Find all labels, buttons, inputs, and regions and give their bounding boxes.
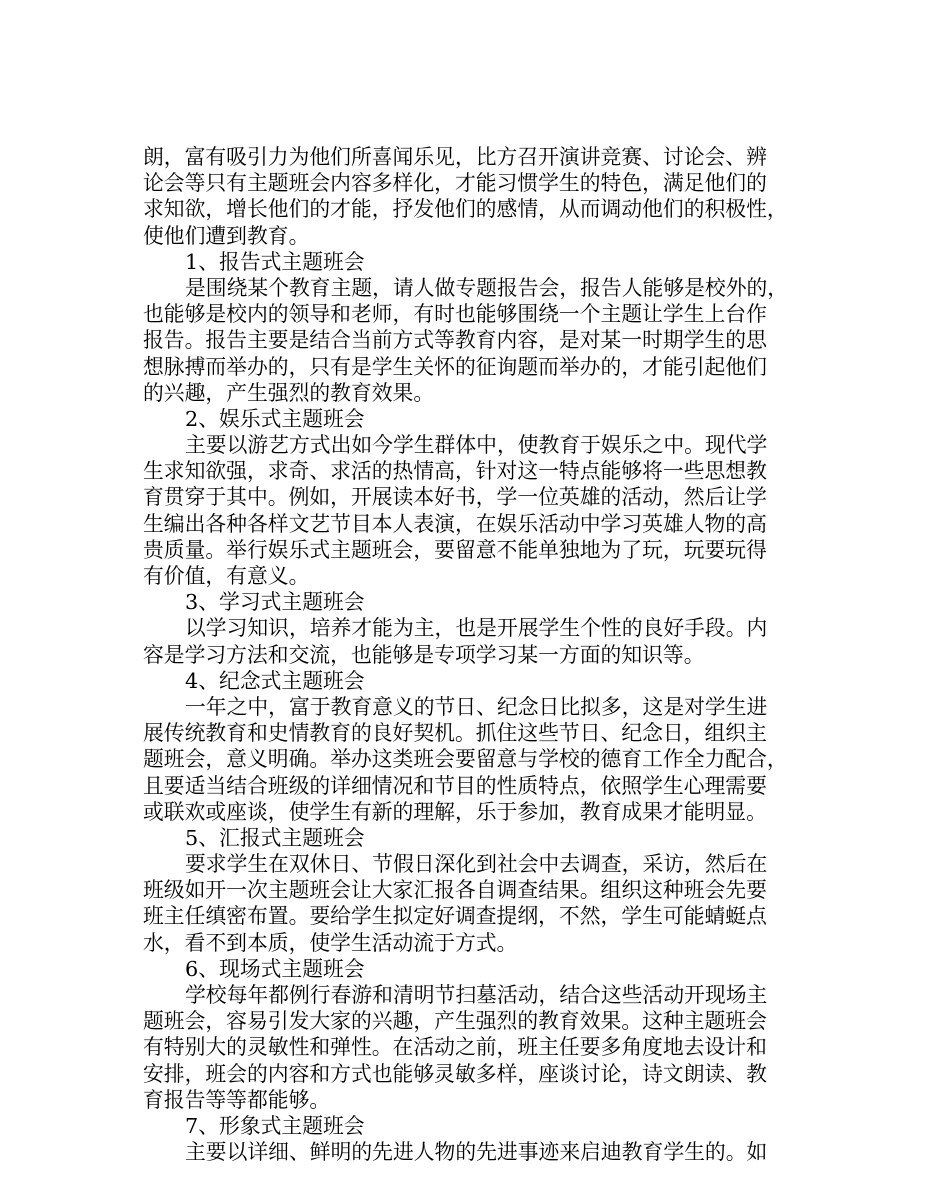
- text-line: 有价值，有意义。: [143, 564, 310, 588]
- text-line: 班主任缜密布置。要给学生拟定好调查提纲，不然，学生可能蜻蜓点: [143, 904, 767, 929]
- text-line: 或联欢或座谈，使学生有新的理解，乐于参加，教育成果才能明显。: [143, 799, 767, 824]
- section-heading: 3、学习式主题班会: [185, 590, 365, 615]
- text-line: 水，看不到本质，使学生活动流于方式。: [143, 930, 518, 955]
- text-line: 学校每年都例行春游和清明节扫墓活动，结合这些活动开现场主: [185, 983, 768, 1007]
- text-line: 贵质量。举行娱乐式主题班会，要留意不能单独地为了玩，玩要玩得: [143, 537, 767, 562]
- section-heading: 2、娱乐式主题班会: [185, 406, 365, 431]
- text-line: 想脉搏而举办的，只有是学生关怀的征询题而举办的，才能引起他们: [143, 354, 767, 379]
- text-line: 有特别大的灵敏性和弹性。在活动之前，班主任要多角度地去设计和: [143, 1035, 767, 1060]
- text-line: 要求学生在双休日、节假日深化到社会中去调查，采访，然后在: [185, 852, 768, 877]
- text-line: 论会等只有主题班会内容多样化，才能习惯学生的特色，满足他们的: [143, 171, 767, 196]
- text-line: 报告。报告主要是结合当前方式等教育内容，是对某一时期学生的思: [143, 328, 767, 353]
- text-line: 生求知欲强，求奇、求活的热情高，针对这一特点能够将一些思想教: [143, 459, 767, 484]
- section-heading: 4、纪念式主题班会: [185, 668, 365, 693]
- text-line: 主要以详细、鲜明的先进人物的先进事迹来启迪教育学生的。如: [185, 1140, 768, 1165]
- text-line: 题班会，容易引发大家的兴趣，产生强烈的教育效果。这种主题班会: [143, 1009, 767, 1034]
- text-line: 使他们遭到教育。: [143, 223, 310, 248]
- text-line: 安排，班会的内容和方式也能够灵敏多样，座谈讨论，诗文朗读、教: [143, 1061, 767, 1086]
- text-line: 题班会，意义明确。举办这类班会要留意与学校的德育工作全力配合，: [143, 747, 788, 772]
- text-line: 班级如开一次主题班会让大家汇报各自调查结果。组织这种班会先要: [143, 878, 767, 903]
- text-line: 也能够是校内的领导和老师，有时也能够围绕一个主题让学生上台作: [143, 302, 767, 327]
- section-heading: 1、报告式主题班会: [185, 249, 365, 274]
- text-line: 朗，富有吸引力为他们所喜闻乐见，比方召开演讲竞赛、讨论会、辨: [143, 145, 767, 169]
- text-line: 展传统教育和史情教育的良好契机。抓住这些节日、纪念日，组织主: [143, 721, 767, 746]
- text-line: 且要适当结合班级的详细情况和节目的性质特点，依照学生心理需要: [143, 773, 767, 798]
- text-line: 一年之中，富于教育意义的节日、纪念日比拟多，这是对学生进: [185, 694, 768, 719]
- section-heading: 7、形象式主题班会: [185, 1113, 365, 1138]
- text-line: 育报告等等都能够。: [143, 1087, 331, 1112]
- text-line: 的兴趣，产生强烈的教育效果。: [143, 380, 435, 405]
- text-line: 生编出各种各样文艺节目本人表演，在娱乐活动中学习英雄人物的高: [143, 511, 767, 536]
- text-line: 是围绕某个教育主题，请人做专题报告会，报告人能够是校外的，: [185, 275, 789, 300]
- text-line: 育贯穿于其中。例如，开展读本好书，学一位英雄的活动，然后让学: [143, 485, 767, 510]
- section-heading: 6、现场式主题班会: [185, 956, 365, 981]
- document-body: [143, 144, 811, 1165]
- text-line: 主要以游艺方式出如今学生群体中，使教育于娱乐之中。现代学: [185, 433, 768, 458]
- text-line: 以学习知识，培养才能为主，也是开展学生个性的良好手段。内: [185, 616, 768, 641]
- section-heading: 5、汇报式主题班会: [185, 825, 365, 850]
- text-line: 求知欲，增长他们的才能，抒发他们的感情，从而调动他们的积极性，: [143, 197, 788, 222]
- text-line: 容是学习方法和交流，也能够是专项学习某一方面的知识等。: [143, 642, 705, 667]
